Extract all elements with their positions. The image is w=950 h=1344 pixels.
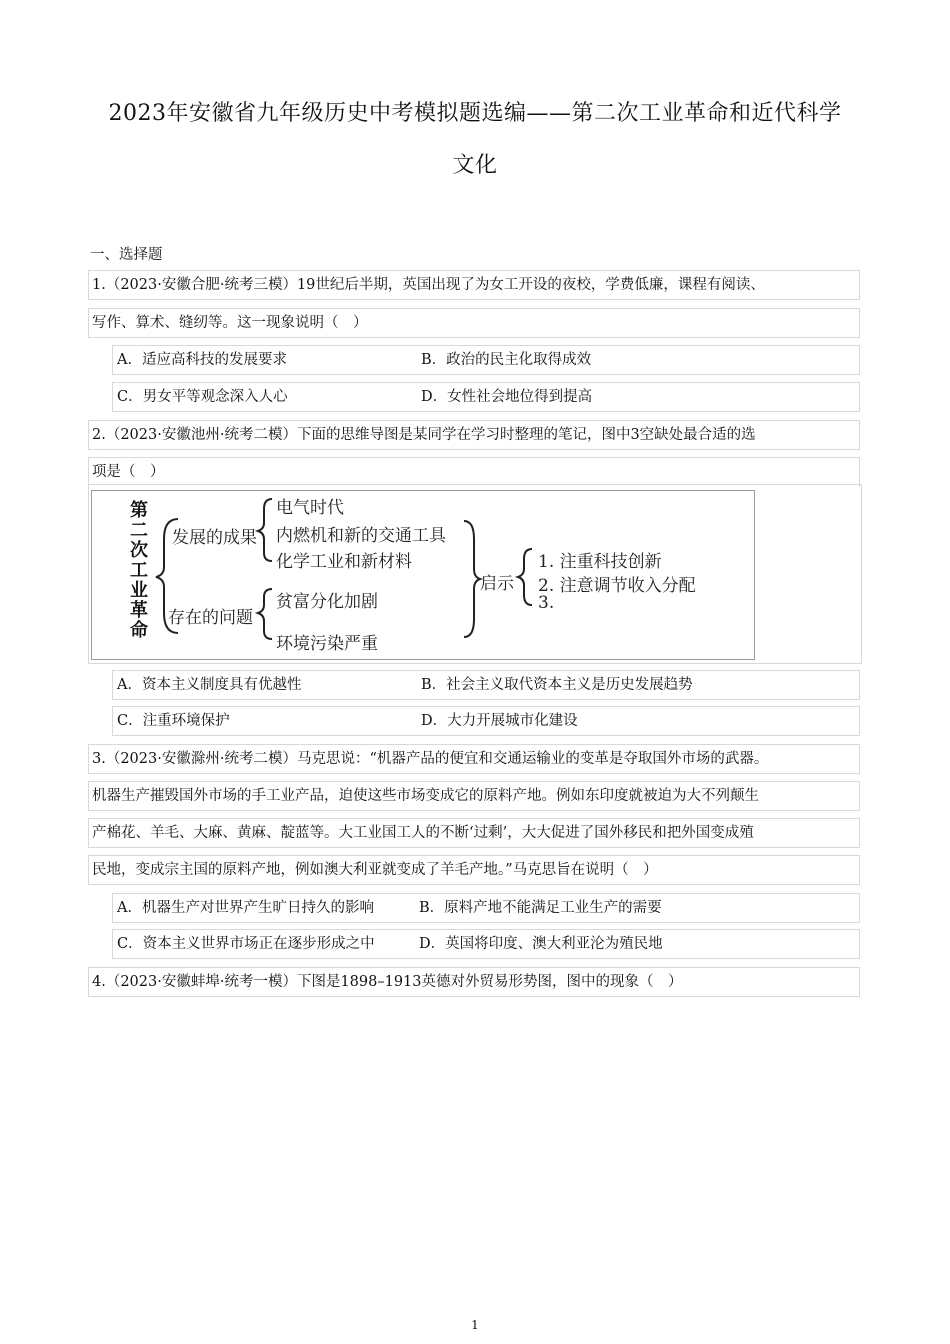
q3-stem-line4: 民地，变成宗主国的原料产地，例如澳大利亚就变成了羊毛产地。”马克思旨在说明（ ） xyxy=(88,855,860,885)
achievement-item: 内燃机和新的交通工具 xyxy=(276,526,446,546)
q3-stem-line2: 机器生产摧毁国外市场的手工业产品，迫使这些市场变成它的原料产地。例如东印度就被迫为大不列颠生 xyxy=(88,781,860,811)
mindmap-root xyxy=(128,501,150,641)
root-char: 次 xyxy=(130,540,148,561)
q2-stem-line2: 项是（ ） xyxy=(88,457,860,487)
q2-options-row1 xyxy=(112,670,860,700)
document-title xyxy=(80,88,870,192)
q3-option-c[interactable]: C．资本主义世界市场正在逐步形成之中 xyxy=(117,936,375,952)
branch-problems: 存在的问题 xyxy=(168,608,253,628)
q3-option-d[interactable]: D．英国将印度、澳大利亚沦为殖民地 xyxy=(419,936,663,952)
q1-options-row2 xyxy=(112,382,860,412)
q3-options-row2 xyxy=(112,929,860,959)
q1-stem-line2: 写作、算术、缝纫等。这一现象说明（ ） xyxy=(88,308,860,338)
root-char: 工 xyxy=(130,560,148,581)
problem-item: 环境污染严重 xyxy=(276,634,378,654)
root-char: 业 xyxy=(130,580,148,601)
q1-option-c[interactable]: C．男女平等观念深入人心 xyxy=(117,389,288,405)
q3-stem-line1: 3.（2023·安徽滁州·统考二模）马克思说：“机器产品的便宜和交通运输业的变革是夺取国外市场的武器。 xyxy=(88,744,860,774)
q2-option-b[interactable]: B．社会主义取代资本主义是历史发展趋势 xyxy=(421,677,693,693)
q2-option-c[interactable]: C．注重环境保护 xyxy=(117,713,230,729)
mindmap-figure xyxy=(91,490,755,660)
branch-inspiration: 启示 xyxy=(480,574,514,594)
root-char: 二 xyxy=(130,520,148,541)
q1-stem-line1: 1.（2023·安徽合肥·统考三模）19世纪后半期，英国出现了为女工开设的夜校，学费低廉，课程有阅读、 xyxy=(88,270,860,300)
q3-stem-line3: 产棉花、羊毛、大麻、黄麻、靛蓝等。大工业国工人的不断‘过剩’，大大促进了国外移民和把外国变成殖 xyxy=(88,818,860,848)
q4-stem-line1: 4.（2023·安徽蚌埠·统考一模）下图是1898–1913英德对外贸易形势图，图中的现象（ ） xyxy=(88,967,860,997)
q1-options-row1 xyxy=(112,345,860,375)
inspiration-item: 2. 注意调节收入分配 xyxy=(538,576,696,596)
branch-achievements: 发展的成果 xyxy=(172,528,257,548)
page-number: 1 xyxy=(471,1318,479,1332)
root-char: 第 xyxy=(130,500,148,521)
inspiration-item: 3. xyxy=(538,593,555,613)
title-line-2: 文化 xyxy=(452,153,498,178)
q1-option-a[interactable]: A．适应高科技的发展要求 xyxy=(117,352,287,368)
q3-option-b[interactable]: B．原料产地不能满足工业生产的需要 xyxy=(419,900,662,916)
problem-item: 贫富分化加剧 xyxy=(276,592,378,612)
q2-option-d[interactable]: D．大力开展城市化建设 xyxy=(421,713,578,729)
q2-options-row2 xyxy=(112,706,860,736)
inspiration-item: 1. 注重科技创新 xyxy=(538,552,662,572)
achievement-item: 电气时代 xyxy=(276,498,344,518)
section-heading: 一、选择题 xyxy=(90,247,163,263)
q1-option-b[interactable]: B．政治的民主化取得成效 xyxy=(421,352,592,368)
q3-options-row1 xyxy=(112,893,860,923)
root-char: 革 xyxy=(130,600,148,621)
root-char: 命 xyxy=(130,620,148,641)
q1-option-d[interactable]: D．女性社会地位得到提高 xyxy=(421,389,593,405)
title-line-1: 2023年安徽省九年级历史中考模拟题选编——第二次工业革命和近代科学 xyxy=(108,101,842,126)
q2-option-a[interactable]: A．资本主义制度具有优越性 xyxy=(117,677,302,693)
achievement-item: 化学工业和新材料 xyxy=(276,552,412,572)
q2-stem-line1: 2.（2023·安徽池州·统考二模）下面的思维导图是某同学在学习时整理的笔记，图中3空缺处最合适的选 xyxy=(88,420,860,450)
q3-option-a[interactable]: A．机器生产对世界产生旷日持久的影响 xyxy=(117,900,374,916)
